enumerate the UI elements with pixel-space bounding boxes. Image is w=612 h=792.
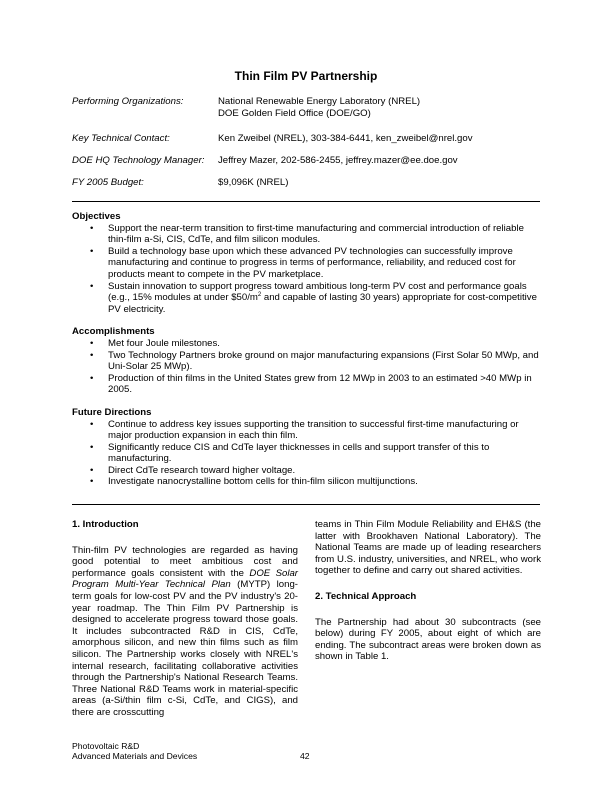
technical-paragraph: The Partnership had about 30 subcontracts (see below) during FY 2005, about eight of which are ending. The subcontract areas were broken down as shown in Table 1. xyxy=(315,616,541,663)
divider xyxy=(72,201,540,202)
objectives-list xyxy=(72,223,540,316)
list-item: • Significantly reduce CIS and CdTe layer thicknesses in cells and support transfer of this to manufacturing. xyxy=(90,441,490,465)
list-item: • Continue to address key issues supporting the transition to successful first-time manufacturing or major production expansion in each thin film. xyxy=(90,418,519,442)
page-number: 42 xyxy=(300,751,310,761)
list-item: • Build a technology base upon which these advanced PV technologies can successfully improve manufacturing and continue to progress in terms of performance, reliability, and reduced cost for products meant to compete in the PV marketplace. xyxy=(90,245,516,280)
footer xyxy=(72,741,197,761)
header-label: DOE HQ Technology Manager: xyxy=(72,155,205,166)
list-item: • Investigate nanocrystalline bottom cells for thin-film silicon multijunctions. xyxy=(90,476,418,488)
header-value: $9,096K (NREL) xyxy=(218,177,289,188)
list-item: • Sustain innovation to support progress toward ambitious long-term PV cost and performance goals (e.g., 15% modules at under $\$50/m^2$ and capable of lasting 30 years) appropriate for cost-competitive PV electricity. xyxy=(90,280,537,315)
left-column xyxy=(72,519,298,733)
accomplishments-heading: Accomplishments xyxy=(72,326,155,338)
list-item: • Production of thin films in the United States grew from 12 MWp in 2003 to an estimated >40 MWp in 2005. xyxy=(90,372,532,396)
header-value: Ken Zweibel (NREL), 303-384-6441, ken_zweibel@nrel.gov xyxy=(218,133,473,144)
future-list xyxy=(72,419,540,489)
header-value xyxy=(218,96,420,119)
future-heading: Future Directions xyxy=(72,406,152,418)
list-item: • Met four Joule milestones. xyxy=(90,337,220,349)
intro-paragraph: Thin-film PV technologies are regarded as having good potential to meet ambitious cost and performance goals consistent with the DOE Solar Program Multi-Year Technical Plan (MYTP) long-term goals for low-cost PV and the PV industry's 20-year roadmap. The Thin Film PV Partnership is designed to accelerate progress toward those goals. It includes subcontracted R&D in CIS, CdTe, amorphous silicon, and new thin films such as film silicon. The Partnership works closely with NREL's internal research, facilitating collaborative activities through the Partnership's National Research Teams. Three National R&D Teams work in material-specific areas (a-Si/thin film c-Si, CdTe, and CIGS), and there are crosscutting xyxy=(72,544,298,718)
list-item: • Support the near-term transition to first-time manufacturing and commercial introduction of reliable thin-film a-Si, CIS, CdTe, and film silicon modules. xyxy=(90,222,524,246)
summary-sections xyxy=(72,211,540,488)
accomplishments-list xyxy=(72,338,540,396)
footer-program: Photovoltaic R&D xyxy=(72,741,140,751)
list-item: • Two Technology Partners broke ground on major manufacturing expansions (First Solar 50 MWp, and Uni-Solar 25 MWp). xyxy=(90,349,539,373)
intro-heading: 1. Introduction xyxy=(72,519,139,530)
technical-heading: 2. Technical Approach xyxy=(315,590,417,602)
page-title: Thin Film PV Partnership xyxy=(234,69,378,83)
header-label: Performing Organizations: xyxy=(72,96,184,107)
org-nrel: National Renewable Energy Laboratory (NREL) xyxy=(218,96,421,107)
objectives-heading: Objectives xyxy=(72,211,121,222)
footer-section: Advanced Materials and Devices xyxy=(72,751,198,761)
header-value: Jeffrey Mazer, 202-586-2455, jeffrey.mazer@ee.doe.gov xyxy=(218,155,458,166)
org-doe: DOE Golden Field Office (DOE/GO) xyxy=(218,107,371,119)
header-label: FY 2005 Budget: xyxy=(72,177,144,188)
divider xyxy=(72,504,540,505)
intro-paragraph-continued: teams in Thin Film Module Reliability and EH&S (the latter with Brookhaven National Laboratory). The National Teams are made up of leading researchers from U.S. industry, universities, and NREL, who work together to define and carry out shared activities. xyxy=(315,519,541,577)
list-item: • Direct CdTe research toward higher voltage. xyxy=(90,464,296,476)
right-column xyxy=(315,519,541,677)
header-label: Key Technical Contact: xyxy=(72,133,170,144)
